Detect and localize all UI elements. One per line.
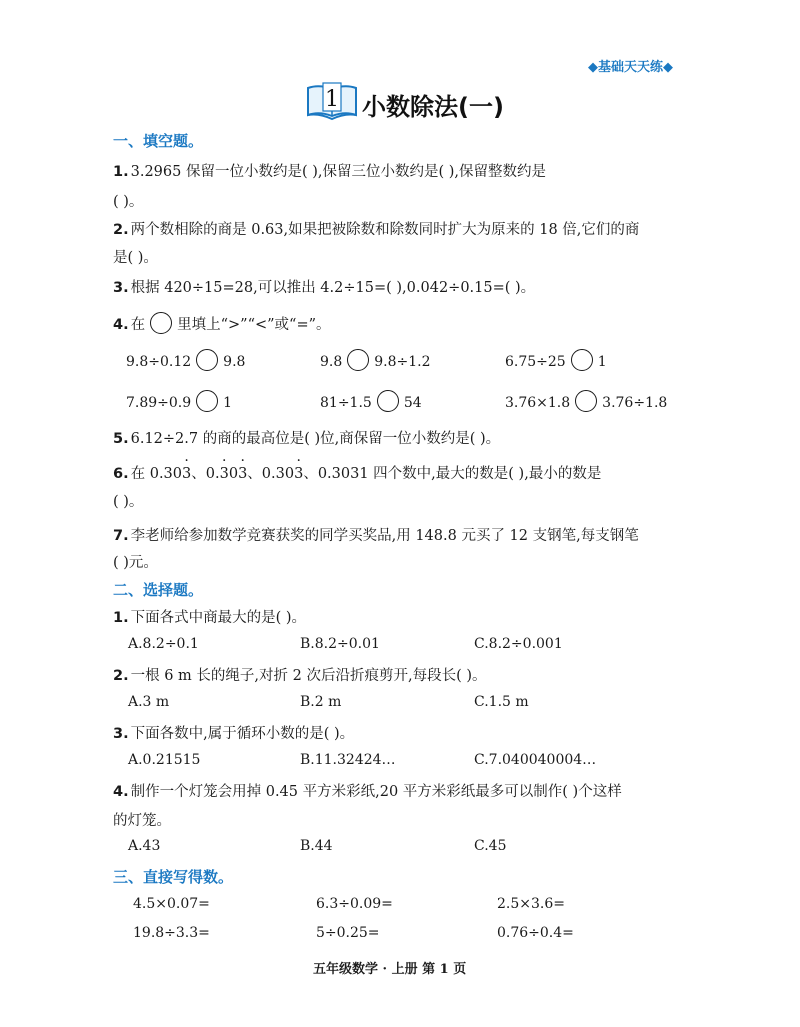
compare-circle[interactable] [571, 349, 593, 371]
compare-item: 9.8 9.8÷1.2 [320, 349, 431, 371]
fill-question-7-cont: ( )元。 [113, 555, 158, 571]
repeating-digit: 3 · [294, 466, 303, 482]
direct-calc-item: 19.8÷3.3= [133, 925, 210, 941]
choice-option[interactable]: B.8.2÷0.01 [300, 636, 380, 652]
direct-calc-item: 2.5×3.6= [497, 896, 565, 912]
choice-option[interactable]: B.2 m [300, 694, 342, 710]
book-icon [305, 82, 359, 122]
choice-option[interactable]: A.3 m [128, 694, 170, 710]
direct-calc-item: 4.5×0.07= [133, 896, 210, 912]
fill-question-2: 2. 两个数相除的商是 0.63,如果把被除数和除数同时扩大为原来的 18 倍,它们的商 [113, 222, 640, 238]
series-label: ◆基础天天练◆ [588, 60, 673, 75]
fill-question-1-cont: ( )。 [113, 194, 144, 210]
compare-circle[interactable] [575, 390, 597, 412]
title-text: 小数除法(一) [362, 93, 504, 121]
fill-question-4: 4. 在 里填上“>”“<”或“=”。 [113, 312, 331, 334]
section-choice-heading: 二、选择题。 [113, 581, 204, 599]
compare-item: 3.76×1.8 3.76÷1.8 [505, 390, 667, 412]
direct-calc-item: 6.3÷0.09= [316, 896, 393, 912]
compare-circle[interactable] [196, 349, 218, 371]
fill-question-1: 1. 3.2965 保留一位小数约是( ),保留三位小数约是( ),保留整数约是 [113, 164, 547, 180]
choice-question-4: 4. 制作一个灯笼会用掉 0.45 平方米彩纸,20 平方米彩纸最多可以制作( )个这样 [113, 784, 622, 800]
fill-question-5: 5. 6.12÷2.7 的商的最高位是( )位,商保留一位小数约是( )。 [113, 431, 501, 447]
choice-option[interactable]: A.0.21515 [128, 752, 201, 768]
choice-option[interactable]: B.11.32424… [300, 752, 396, 768]
repeating-digit: 3 · [238, 466, 247, 482]
choice-question-4-cont: 的灯笼。 [113, 813, 171, 829]
fill-question-3: 3. 根据 420÷15=28,可以推出 4.2÷15=( ),0.042÷0.15=( )。 [113, 280, 536, 296]
choice-question-3: 3. 下面各数中,属于循环小数的是( )。 [113, 726, 355, 742]
fill-question-7: 7. 李老师给参加数学竞赛获奖的同学买奖品,用 148.8 元买了 12 支钢笔,每支钢笔 [113, 528, 639, 544]
fill-question-2-cont: 是( )。 [113, 250, 158, 266]
section-direct-heading: 三、直接写得数。 [113, 868, 234, 886]
compare-circle[interactable] [347, 349, 369, 371]
compare-circle[interactable] [377, 390, 399, 412]
direct-calc-item: 5÷0.25= [316, 925, 380, 941]
choice-option[interactable]: C.8.2÷0.001 [474, 636, 563, 652]
compare-item: 7.89÷0.9 1 [126, 390, 232, 412]
choice-option[interactable]: A.43 [128, 838, 161, 854]
fill-question-6: 6. 在 0.303 ·、0.3 ·03 ·、0.303 ·、0.3031 四个数中,最大的数是( ),最小的数是 [113, 462, 601, 483]
choice-option[interactable]: C.45 [474, 838, 507, 854]
direct-calc-item: 0.76÷0.4= [497, 925, 574, 941]
compare-circle[interactable] [196, 390, 218, 412]
fill-question-6-cont: ( )。 [113, 494, 144, 510]
lesson-number: 1 [325, 87, 339, 112]
compare-item: 81÷1.5 54 [320, 390, 422, 412]
choice-option[interactable]: A.8.2÷0.1 [128, 636, 199, 652]
choice-question-2: 2. 一根 6 m 长的绳子,对折 2 次后沿折痕剪开,每段长( )。 [113, 668, 487, 684]
choice-question-1: 1. 下面各式中商最大的是( )。 [113, 610, 307, 626]
section-fill-heading: 一、填空题。 [113, 132, 204, 150]
compare-item: 6.75÷25 1 [505, 349, 607, 371]
page-footer: 五年级数学 · 上册 第 1 页 [313, 962, 467, 977]
choice-option[interactable]: B.44 [300, 838, 333, 854]
compare-circle [150, 312, 172, 334]
choice-option[interactable]: C.7.040040004… [474, 752, 597, 768]
repeating-digit: 3 · [182, 466, 191, 482]
compare-item: 9.8÷0.12 9.8 [126, 349, 245, 371]
choice-option[interactable]: C.1.5 m [474, 694, 529, 710]
repeating-digit: 3 · [220, 466, 229, 482]
